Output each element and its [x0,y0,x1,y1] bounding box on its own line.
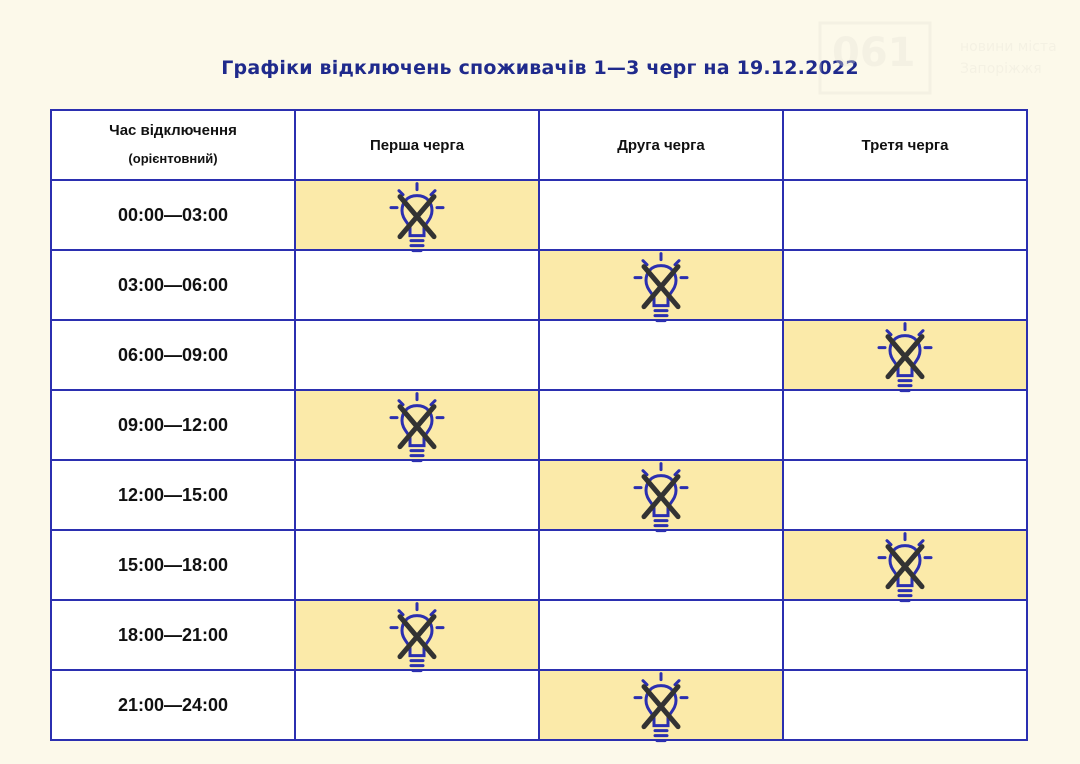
empty-cell [783,460,1027,530]
time-slot: 12:00—15:00 [51,460,295,530]
outage-schedule-table [50,109,1028,741]
outage-cell [539,670,783,740]
table-row [51,180,1027,250]
outage-cell [295,180,539,250]
crossed-lightbulb-icon [630,251,692,329]
outage-cell [783,530,1027,600]
empty-cell [539,530,783,600]
time-slot: 18:00—21:00 [51,600,295,670]
empty-cell [539,390,783,460]
time-slot: 06:00—09:00 [51,320,295,390]
table-row [51,530,1027,600]
outage-cell [783,320,1027,390]
empty-cell [783,670,1027,740]
watermark-number: 061 [832,30,916,76]
time-slot: 09:00—12:00 [51,390,295,460]
table-row [51,460,1027,530]
crossed-lightbulb-icon [386,391,448,469]
header-time-note: (орієнтовний) [128,151,218,166]
crossed-lightbulb-icon [874,321,936,399]
empty-cell [783,180,1027,250]
outage-cell [539,250,783,320]
time-slot: 21:00—24:00 [51,670,295,740]
table-row [51,390,1027,460]
empty-cell [783,250,1027,320]
crossed-lightbulb-icon [874,531,936,609]
empty-cell [295,530,539,600]
header-queue-1: Перша черга [295,110,539,180]
watermark-text-1: новини міста [960,39,1057,55]
table-row [51,600,1027,670]
empty-cell [539,180,783,250]
outage-cell [295,390,539,460]
table-row [51,250,1027,320]
crossed-lightbulb-icon [386,181,448,259]
empty-cell [539,320,783,390]
table-header-row [51,110,1027,180]
crossed-lightbulb-icon [630,461,692,539]
header-queue-3: Третя черга [783,110,1027,180]
header-time [51,110,295,180]
time-slot: 00:00—03:00 [51,180,295,250]
crossed-lightbulb-icon [630,671,692,749]
empty-cell [539,600,783,670]
empty-cell [295,460,539,530]
watermark-text-2: Запоріжжя [960,61,1042,77]
empty-cell [783,600,1027,670]
empty-cell [783,390,1027,460]
header-time-label: Час відключення [109,122,237,139]
watermark-logo [810,18,1070,108]
outage-cell [295,600,539,670]
time-slot: 15:00—18:00 [51,530,295,600]
page-title: Графіки відключень споживачів 1—3 черг на 19.12.2022 [221,57,859,79]
table-row [51,320,1027,390]
header-queue-2: Друга черга [539,110,783,180]
outage-cell [539,460,783,530]
empty-cell [295,320,539,390]
table-row [51,670,1027,740]
empty-cell [295,250,539,320]
time-slot: 03:00—06:00 [51,250,295,320]
empty-cell [295,670,539,740]
crossed-lightbulb-icon [386,601,448,679]
